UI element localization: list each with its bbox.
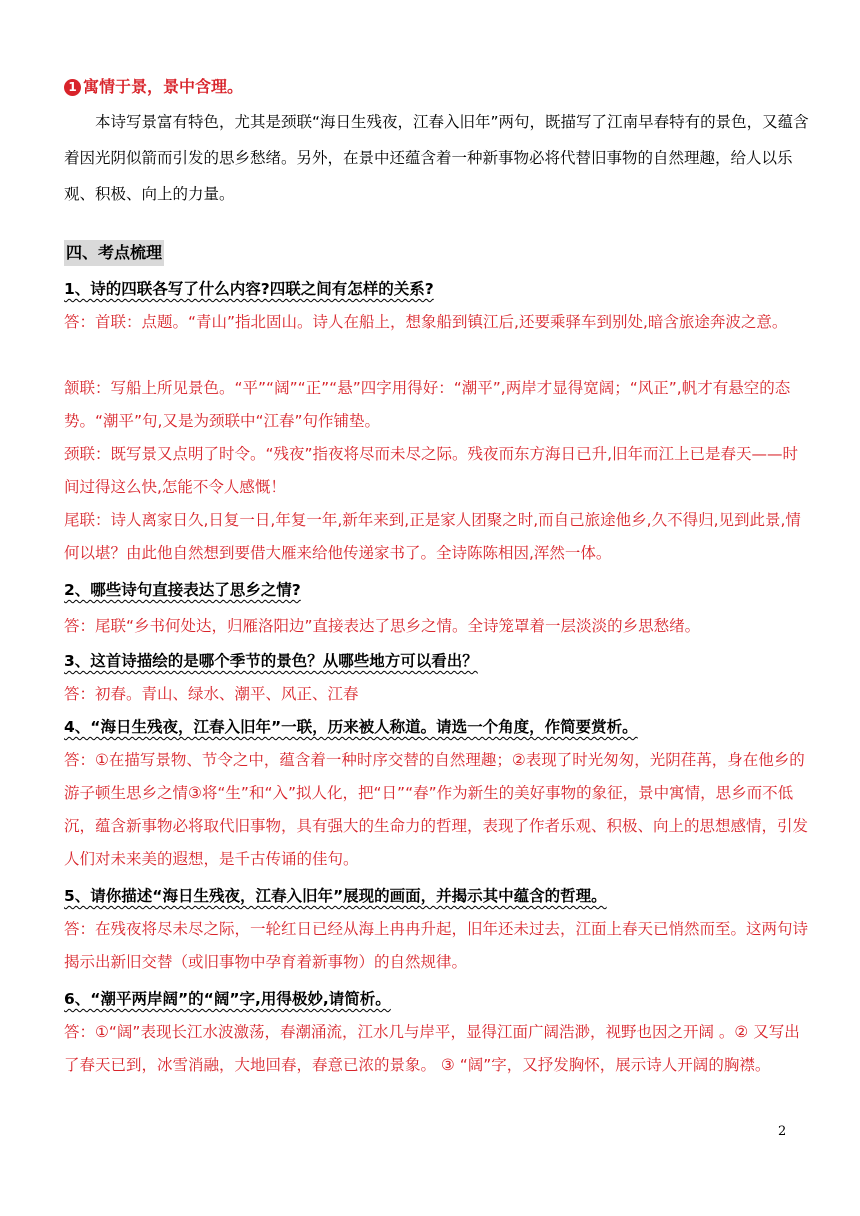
question-text: 3、这首诗描绘的是哪个季节的景色？从哪些地方可以看出？ xyxy=(64,652,478,670)
question-3 xyxy=(64,645,810,678)
heading-1 xyxy=(64,70,810,103)
question-1 xyxy=(64,273,810,306)
question-text: 4、“海日生残夜，江春入旧年”一联，历来被人称道。请选一个角度，作简要赏析。 xyxy=(64,718,638,736)
answer-1-second: 颔联：写船上所见景色。“平”“阔”“正”“悬”四字用得好：“潮平”,两岸才显得宽阔；“风正”,帆才有悬空的态势。“潮平”句,又是为颈联中“江春”句作铺垫。 xyxy=(64,379,791,430)
question-5 xyxy=(64,880,810,913)
question-text: 6、“潮平两岸阔”的“阔”字,用得极妙,请简析。 xyxy=(64,990,391,1008)
question-text: 2、哪些诗句直接表达了思乡之情? xyxy=(64,581,301,599)
question-4 xyxy=(64,711,810,744)
page-number: 2 xyxy=(778,1124,787,1139)
question-6 xyxy=(64,983,810,1016)
answer-1-third: 颈联：既写景又点明了时令。“残夜”指夜将尽而未尽之际。残夜而东方海日已升,旧年而江上已是春天——时间过得这么快,怎能不令人感慨！ xyxy=(64,445,798,496)
answer-4: 答：①在描写景物、节令之中，蕴含着一种时序交替的自然理趣；②表现了时光匆匆，光阴荏苒，身在他乡的游子顿生思乡之情③将“生”和“入”拟人化，把“日”“春”作为新生的美好事物的象征，景中寓情，思乡而不低沉，蕴含新事物必将取代旧事物，具有强大的生命力的哲理，表现了作者乐观、积极、向上的思想感情，引发人们对未来美的遐想，是千古传诵的佳句。 xyxy=(64,751,809,868)
question-text: 1、诗的四联各写了什么内容?四联之间有怎样的关系? xyxy=(64,280,434,298)
answer-6: 答：①“阔”表现长江水波激荡，春潮涌流，江水几与岸平，显得江面广阔浩渺，视野也因之开阔 。② 又写出了春天已到，冰雪消融，大地回春，春意已浓的景象。 ③ “阔”字，又抒发胸怀，展示诗人开阔的胸襟。 xyxy=(64,1023,800,1074)
answer-1-first: 答：首联：点题。“青山”指北固山。诗人在船上，想象船到镇江后,还要乘驿车到别处,暗含旅途奔波之意。 xyxy=(64,313,788,331)
heading-text: 寓情于景，景中含理。 xyxy=(83,77,244,96)
intro-paragraph: 本诗写景富有特色，尤其是颈联“海日生残夜，江春入旧年”两句，既描写了江南早春特有的景色，又蕴含着因光阴似箭而引发的思乡愁绪。另外，在景中还蕴含着一种新事物必将代替旧事物的自然理趣，给人以乐观、积极、向上的力量。 xyxy=(64,113,809,203)
answer-2: 答：尾联“乡书何处达，归雁洛阳边”直接表达了思乡之情。全诗笼罩着一层淡淡的乡思愁绪。 xyxy=(64,617,701,635)
question-text: 5、请你描述“海日生残夜，江春入旧年”展现的画面，并揭示其中蕴含的哲理。 xyxy=(64,887,607,905)
answer-3: 答：初春。青山、绿水、潮平、风正、江春 xyxy=(64,685,359,703)
section-title: 四、考点梳理 xyxy=(64,240,164,266)
question-2 xyxy=(64,574,810,607)
answer-1-fourth: 尾联：诗人离家日久,日复一日,年复一年,新年来到,正是家人团聚之时,而自己旅途他乡,久不得归,见到此景,情何以堪？由此他自然想到要借大雁来给他传递家书了。全诗陈陈相因,浑然一体。 xyxy=(64,511,801,562)
answer-5: 答：在残夜将尽未尽之际，一轮红日已经从海上冉冉升起，旧年还未过去，江面上春天已悄然而至。这两句诗揭示出新旧交替（或旧事物中孕育着新事物）的自然规律。 xyxy=(64,920,809,971)
circle-number: 1 xyxy=(64,79,81,96)
